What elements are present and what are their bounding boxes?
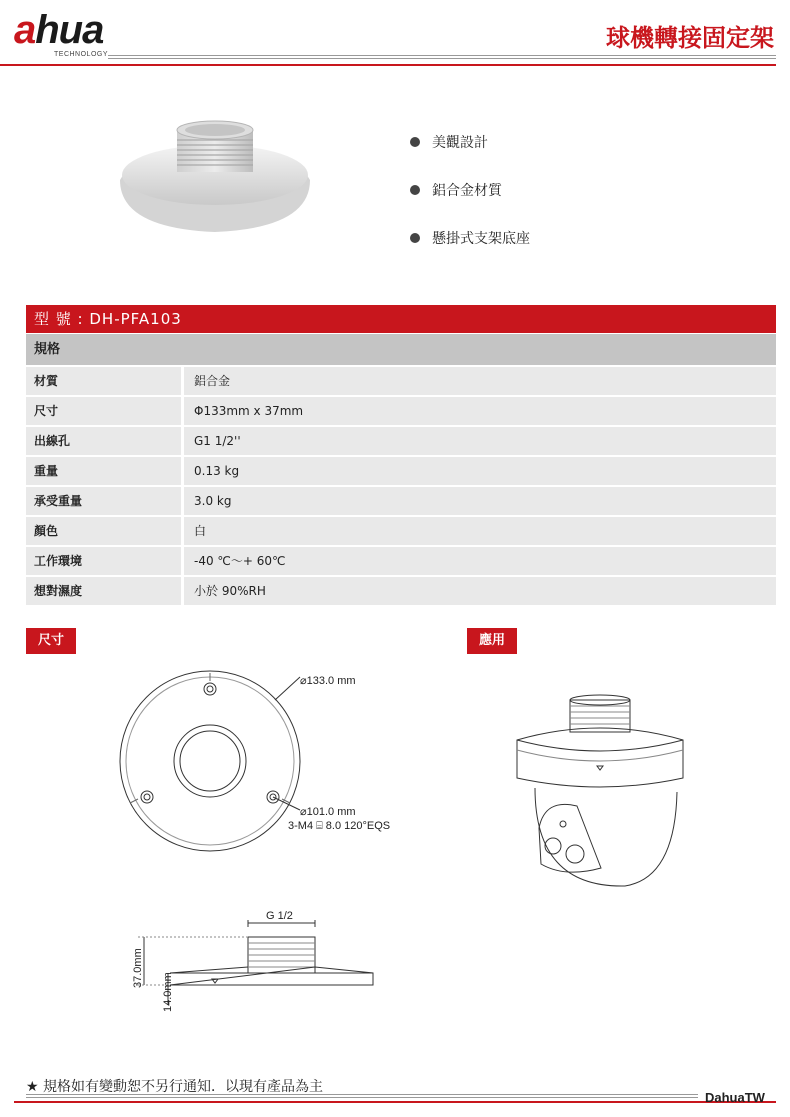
spec-value: 0.13 kg: [184, 457, 776, 485]
bullet-icon: [410, 137, 420, 147]
application-section-tag: 應用: [467, 628, 517, 654]
spec-key: 出線孔: [26, 427, 181, 455]
feature-item: 懸掛式支架底座: [410, 214, 750, 262]
spec-value: -40 ℃～+ 60℃: [184, 547, 776, 575]
spec-row: [26, 397, 776, 425]
inner-diameter-label: ⌀101.0 mm: [300, 806, 356, 818]
logo-wordmark: ahua: [14, 8, 104, 52]
spec-value: 鋁合金: [184, 367, 776, 395]
top-view-drawing: [110, 665, 310, 855]
feature-list: [410, 118, 750, 262]
footer-note: ★ 規格如有變動恕不另行通知．以現有產品為主: [26, 1079, 323, 1095]
spec-value: G1 1/2'': [184, 427, 776, 455]
spec-value: 小於 90%RH: [184, 577, 776, 605]
product-photo: [110, 110, 320, 240]
spec-row: [26, 367, 776, 395]
total-height-label: 37.0mm: [132, 948, 144, 988]
spec-key: 想對濕度: [26, 577, 181, 605]
spec-row: [26, 517, 776, 545]
header-red-line: [0, 64, 776, 66]
thread-label: G 1/2: [266, 910, 293, 922]
spec-row: [26, 577, 776, 605]
spec-value: 白: [184, 517, 776, 545]
feature-item: 鋁合金材質: [410, 166, 750, 214]
spec-row: [26, 457, 776, 485]
spec-table: [26, 367, 776, 607]
bullet-icon: [410, 185, 420, 195]
dimension-section-tag: 尺寸: [26, 628, 76, 654]
spec-row: [26, 487, 776, 515]
spec-key: 工作環境: [26, 547, 181, 575]
feature-item: 美觀設計: [410, 118, 750, 166]
spec-key: 顏色: [26, 517, 181, 545]
screw-spec-label: 3-M4 ⌸ 8.0 120°EQS: [288, 820, 391, 832]
spec-key: 承受重量: [26, 487, 181, 515]
spec-value: Φ133mm x 37mm: [184, 397, 776, 425]
footer-red-line: [14, 1101, 776, 1103]
spec-key: 重量: [26, 457, 181, 485]
model-number-bar: 型 號 : DH-PFA103: [26, 305, 776, 333]
page-title: 球機轉接固定架: [606, 24, 774, 52]
application-drawing: [505, 688, 695, 893]
spec-key: 尺寸: [26, 397, 181, 425]
logo-tagline: TECHNOLOGY: [54, 51, 109, 58]
spec-row: [26, 547, 776, 575]
spec-key: 材質: [26, 367, 181, 395]
spec-value: 3.0 kg: [184, 487, 776, 515]
footer-divider: [26, 1094, 698, 1098]
footer-brand: DahuaTW: [705, 1090, 765, 1105]
base-height-label: 14.0mm: [162, 972, 174, 1012]
header-divider: [108, 55, 776, 59]
outer-diameter-label: ⌀133.0 mm: [300, 675, 356, 687]
bullet-icon: [410, 233, 420, 243]
spec-heading: 規格: [26, 334, 776, 365]
spec-row: [26, 427, 776, 455]
